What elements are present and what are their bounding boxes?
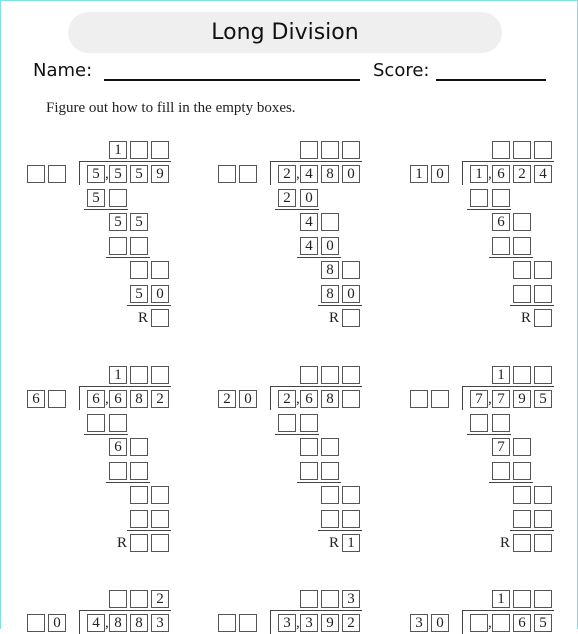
subtraction-line xyxy=(297,482,341,483)
step-box[interactable] xyxy=(492,414,510,432)
step-box: 7 xyxy=(492,438,510,456)
remainder-label: R xyxy=(137,310,148,326)
divisor-box[interactable] xyxy=(27,165,45,183)
quotient-box[interactable] xyxy=(534,590,552,608)
step-box[interactable] xyxy=(321,213,339,231)
subtraction-line xyxy=(275,209,319,210)
dividend-box: 8 xyxy=(321,390,339,408)
dividend-box: 6 xyxy=(492,165,510,183)
division-bracket-top xyxy=(79,161,171,162)
thousands-comma: , xyxy=(105,615,109,631)
thousands-comma: , xyxy=(296,615,300,631)
dividend-box[interactable] xyxy=(342,390,360,408)
subtraction-line xyxy=(106,482,150,483)
quotient-box[interactable] xyxy=(300,366,318,384)
subtraction-line xyxy=(84,434,128,435)
subtraction-line xyxy=(318,305,362,306)
quotient-box[interactable] xyxy=(342,141,360,159)
step-box[interactable] xyxy=(492,237,510,255)
remainder-label: R xyxy=(328,535,339,551)
divisor-box[interactable] xyxy=(239,614,257,632)
name-label: Name: xyxy=(33,60,93,81)
step-box[interactable] xyxy=(130,438,148,456)
step-box[interactable] xyxy=(513,237,531,255)
dividend-box: 2 xyxy=(342,614,360,632)
division-bracket-side xyxy=(79,386,80,410)
remainder-box[interactable] xyxy=(130,534,148,552)
remainder-box[interactable] xyxy=(534,309,552,327)
quotient-box[interactable] xyxy=(534,366,552,384)
divisor-box: 6 xyxy=(27,390,45,408)
remainder-label: R xyxy=(520,310,531,326)
divisor-box[interactable] xyxy=(218,165,236,183)
dividend-box: 4 xyxy=(534,165,552,183)
step-box: 5 xyxy=(109,213,127,231)
division-bracket-side xyxy=(462,610,463,634)
step-box[interactable] xyxy=(492,462,510,480)
step-box[interactable] xyxy=(109,189,127,207)
step-box[interactable] xyxy=(300,438,318,456)
subtraction-line xyxy=(106,257,150,258)
division-bracket-side xyxy=(270,386,271,410)
worksheet-title: Long Division xyxy=(68,12,502,53)
dividend-box: 7 xyxy=(492,390,510,408)
step-box: 0 xyxy=(321,237,339,255)
quotient-box: 2 xyxy=(151,590,169,608)
subtraction-line xyxy=(127,305,171,306)
quotient-box[interactable] xyxy=(300,590,318,608)
divisor-box: 0 xyxy=(239,390,257,408)
instructions: Figure out how to fill in the empty boxes. xyxy=(46,100,296,116)
step-box: 8 xyxy=(321,285,339,303)
remainder-label: R xyxy=(499,535,510,551)
quotient-box[interactable] xyxy=(321,590,339,608)
step-box[interactable] xyxy=(534,261,552,279)
step-box[interactable] xyxy=(109,414,127,432)
step-box[interactable] xyxy=(513,285,531,303)
name-line[interactable] xyxy=(104,79,360,81)
thousands-comma: , xyxy=(488,391,492,407)
step-box[interactable] xyxy=(87,414,105,432)
division-bracket-top xyxy=(462,161,554,162)
step-box[interactable] xyxy=(151,486,169,504)
remainder-box[interactable] xyxy=(534,534,552,552)
quotient-box: 3 xyxy=(342,590,360,608)
remainder-box: 1 xyxy=(342,534,360,552)
score-label: Score: xyxy=(373,60,430,81)
quotient-box[interactable] xyxy=(534,141,552,159)
divisor-box[interactable] xyxy=(48,390,66,408)
quotient-box[interactable] xyxy=(492,141,510,159)
thousands-comma: , xyxy=(296,391,300,407)
quotient-box: 1 xyxy=(492,590,510,608)
step-box[interactable] xyxy=(130,510,148,528)
quotient-box[interactable] xyxy=(109,590,127,608)
dividend-box: 4 xyxy=(300,165,318,183)
step-box: 6 xyxy=(492,213,510,231)
quotient-box[interactable] xyxy=(130,590,148,608)
quotient-box: 1 xyxy=(109,366,127,384)
dividend-box: 6 xyxy=(300,390,318,408)
division-bracket-top xyxy=(462,610,554,611)
division-bracket-side xyxy=(270,610,271,634)
subtraction-line xyxy=(489,257,533,258)
step-box[interactable] xyxy=(109,237,127,255)
subtraction-line xyxy=(275,434,319,435)
quotient-box[interactable] xyxy=(151,141,169,159)
remainder-box[interactable] xyxy=(151,309,169,327)
divisor-box: 0 xyxy=(48,614,66,632)
step-box[interactable] xyxy=(342,510,360,528)
dividend-box: 5 xyxy=(87,165,105,183)
dividend-box: 9 xyxy=(321,614,339,632)
step-box[interactable] xyxy=(278,414,296,432)
dividend-box: 7 xyxy=(470,390,488,408)
divisor-box[interactable] xyxy=(27,614,45,632)
step-box: 6 xyxy=(109,438,127,456)
step-box[interactable] xyxy=(321,510,339,528)
division-bracket-side xyxy=(462,386,463,410)
quotient-box[interactable] xyxy=(342,366,360,384)
thousands-comma: , xyxy=(488,166,492,182)
step-box: 8 xyxy=(321,261,339,279)
step-box[interactable] xyxy=(130,237,148,255)
remainder-label: R xyxy=(116,535,127,551)
dividend-box: 2 xyxy=(151,390,169,408)
step-box[interactable] xyxy=(130,261,148,279)
step-box[interactable] xyxy=(130,486,148,504)
dividend-box: 5 xyxy=(130,165,148,183)
quotient-box[interactable] xyxy=(300,141,318,159)
step-box[interactable] xyxy=(300,462,318,480)
dividend-box: 5 xyxy=(534,614,552,632)
step-box[interactable] xyxy=(470,414,488,432)
step-box: 4 xyxy=(300,237,318,255)
step-box[interactable] xyxy=(513,486,531,504)
step-box: 4 xyxy=(300,213,318,231)
division-bracket-side xyxy=(462,161,463,185)
quotient-box[interactable] xyxy=(321,141,339,159)
dividend-box: 6 xyxy=(513,614,531,632)
step-box[interactable] xyxy=(513,213,531,231)
divisor-box: 0 xyxy=(431,165,449,183)
subtraction-line xyxy=(510,305,554,306)
remainder-box[interactable] xyxy=(151,534,169,552)
step-box: 5 xyxy=(87,189,105,207)
step-box[interactable] xyxy=(470,189,488,207)
remainder-box[interactable] xyxy=(513,534,531,552)
quotient-box[interactable] xyxy=(321,366,339,384)
dividend-box[interactable] xyxy=(470,614,488,632)
division-bracket-top xyxy=(462,386,554,387)
step-box[interactable] xyxy=(130,462,148,480)
quotient-box: 1 xyxy=(109,141,127,159)
quotient-box[interactable] xyxy=(130,366,148,384)
divisor-box: 0 xyxy=(431,614,449,632)
step-box[interactable] xyxy=(513,261,531,279)
step-box[interactable] xyxy=(151,261,169,279)
quotient-box[interactable] xyxy=(513,590,531,608)
divisor-box: 3 xyxy=(410,614,428,632)
step-box: 0 xyxy=(342,285,360,303)
step-box: 0 xyxy=(300,189,318,207)
dividend-box: 2 xyxy=(278,390,296,408)
step-box: 5 xyxy=(130,285,148,303)
step-box[interactable] xyxy=(513,510,531,528)
divisor-box: 1 xyxy=(410,165,428,183)
step-box[interactable] xyxy=(513,462,531,480)
dividend-box: 8 xyxy=(130,390,148,408)
division-bracket-top xyxy=(79,610,171,611)
dividend-box: 3 xyxy=(151,614,169,632)
dividend-box: 6 xyxy=(87,390,105,408)
step-box[interactable] xyxy=(321,438,339,456)
subtraction-line xyxy=(467,209,511,210)
subtraction-line xyxy=(297,257,341,258)
dividend-box: 9 xyxy=(151,165,169,183)
step-box[interactable] xyxy=(321,486,339,504)
thousands-comma: , xyxy=(488,615,492,631)
division-bracket-side xyxy=(79,161,80,185)
division-bracket-top xyxy=(79,386,171,387)
divisor-box: 2 xyxy=(218,390,236,408)
dividend-box: 8 xyxy=(109,614,127,632)
quotient-box[interactable] xyxy=(513,366,531,384)
quotient-box[interactable] xyxy=(130,141,148,159)
divisor-box[interactable] xyxy=(48,165,66,183)
dividend-box: 3 xyxy=(278,614,296,632)
subtraction-line xyxy=(489,482,533,483)
quotient-box[interactable] xyxy=(151,366,169,384)
divisor-box[interactable] xyxy=(431,390,449,408)
thousands-comma: , xyxy=(105,391,109,407)
dividend-box: 2 xyxy=(513,165,531,183)
division-bracket-top xyxy=(270,386,362,387)
dividend-box: 9 xyxy=(513,390,531,408)
step-box: 2 xyxy=(278,189,296,207)
step-box[interactable] xyxy=(151,510,169,528)
thousands-comma: , xyxy=(296,166,300,182)
dividend-box: 5 xyxy=(109,165,127,183)
remainder-box[interactable] xyxy=(342,309,360,327)
subtraction-line xyxy=(510,530,554,531)
division-bracket-top xyxy=(270,610,362,611)
division-bracket-side xyxy=(79,610,80,634)
step-box[interactable] xyxy=(109,462,127,480)
quotient-box[interactable] xyxy=(513,141,531,159)
divisor-box[interactable] xyxy=(218,614,236,632)
step-box[interactable] xyxy=(534,285,552,303)
dividend-box: 5 xyxy=(534,390,552,408)
step-box: 5 xyxy=(130,213,148,231)
thousands-comma: , xyxy=(105,166,109,182)
division-bracket-side xyxy=(270,161,271,185)
dividend-box: 8 xyxy=(130,614,148,632)
subtraction-line xyxy=(84,209,128,210)
step-box[interactable] xyxy=(534,486,552,504)
dividend-box: 0 xyxy=(342,165,360,183)
step-box: 0 xyxy=(151,285,169,303)
step-box[interactable] xyxy=(534,510,552,528)
step-box[interactable] xyxy=(342,261,360,279)
score-line[interactable] xyxy=(436,79,546,81)
dividend-box: 8 xyxy=(321,165,339,183)
dividend-box: 6 xyxy=(109,390,127,408)
subtraction-line xyxy=(127,530,171,531)
subtraction-line xyxy=(318,530,362,531)
dividend-box: 2 xyxy=(278,165,296,183)
step-box[interactable] xyxy=(342,486,360,504)
dividend-box: 4 xyxy=(87,614,105,632)
step-box[interactable] xyxy=(300,414,318,432)
dividend-box: 3 xyxy=(300,614,318,632)
divisor-box[interactable] xyxy=(410,390,428,408)
remainder-label: R xyxy=(328,310,339,326)
dividend-box[interactable] xyxy=(492,614,510,632)
divisor-box[interactable] xyxy=(239,165,257,183)
step-box[interactable] xyxy=(492,189,510,207)
step-box[interactable] xyxy=(513,438,531,456)
division-bracket-top xyxy=(270,161,362,162)
subtraction-line xyxy=(467,434,511,435)
quotient-box: 1 xyxy=(492,366,510,384)
dividend-box: 1 xyxy=(470,165,488,183)
step-box[interactable] xyxy=(321,462,339,480)
